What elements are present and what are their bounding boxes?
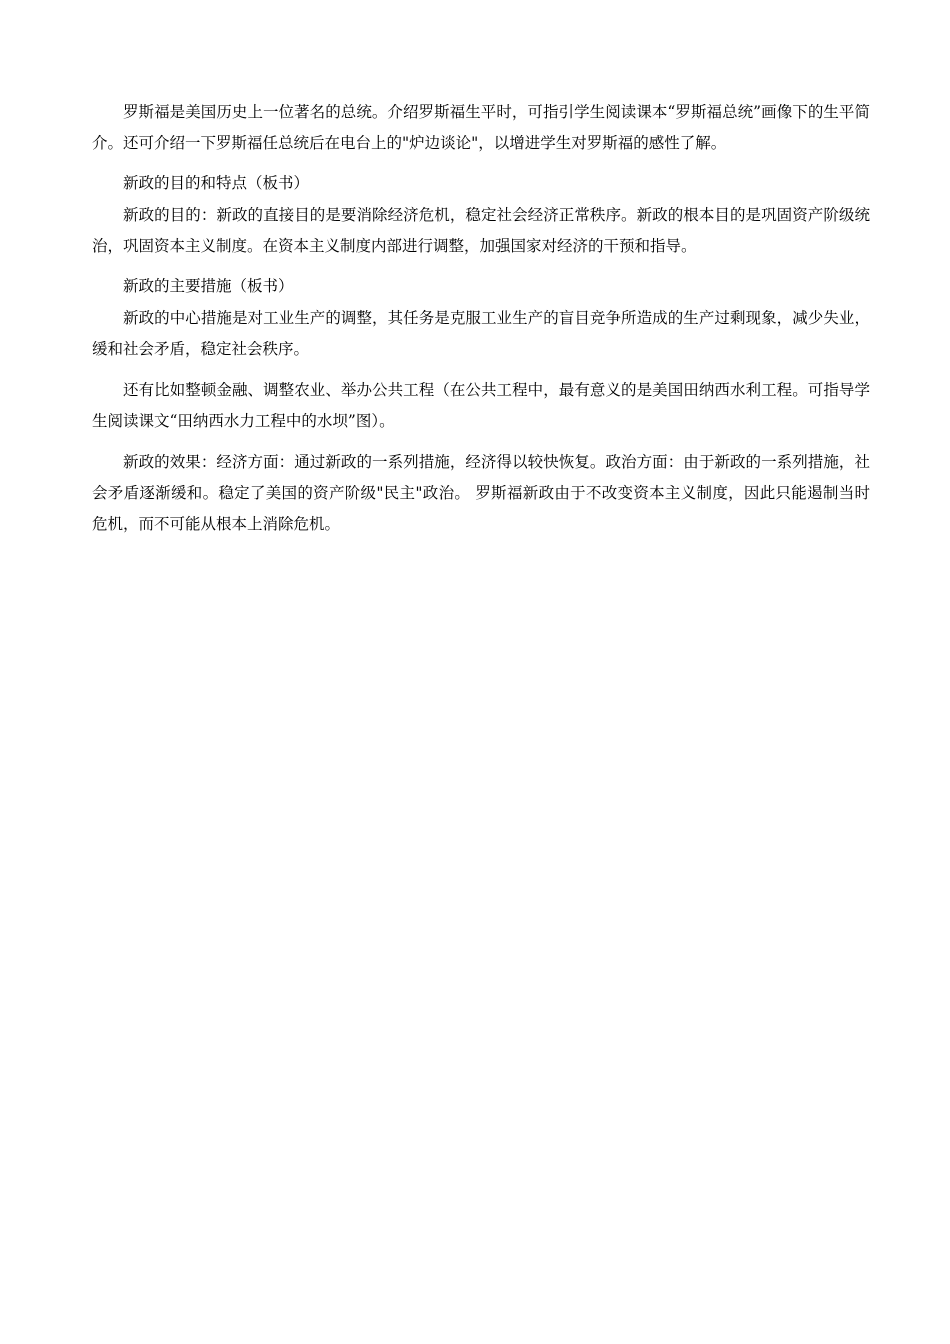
paragraph-new-deal-effects: 新政的效果：经济方面：通过新政的一系列措施，经济得以较快恢复。政治方面：由于新政的一系列措施，社会矛盾逐渐缓和。稳定了美国的资产阶级"民主"政治。 罗斯福新政由于不改变资本主义制度，因此只能遏制当时危机，而不可能从根本上消除危机。 <box>92 453 870 533</box>
paragraph-new-deal-purpose: 新政的目的：新政的直接目的是要消除经济危机，稳定社会经济正常秩序。新政的根本目的是巩固资产阶级统治，巩固资本主义制度。在资本主义制度内部进行调整，加强国家对经济的干预和指导。 <box>92 206 870 255</box>
document-body <box>92 97 870 550</box>
paragraph-central-measure: 新政的中心措施是对工业生产的调整，其任务是克服工业生产的盲目竞争所造成的生产过剩现象，减少失业，缓和社会矛盾，稳定社会秩序。 <box>92 309 870 358</box>
heading-new-deal-purpose: 新政的目的和特点（板书） <box>123 174 310 192</box>
paragraph-other-measures: 还有比如整顿金融、调整农业、举办公共工程（在公共工程中，最有意义的是美国田纳西水利工程。可指导学生阅读课文“田纳西水力工程中的水坝”图）。 <box>92 381 870 430</box>
heading-new-deal-measures: 新政的主要措施（板书） <box>123 277 294 295</box>
paragraph-roosevelt-intro: 罗斯福是美国历史上一位著名的总统。介绍罗斯福生平时，可指引学生阅读课本“罗斯福总统”画像下的生平简介。还可介绍一下罗斯福任总统后在电台上的"炉边谈论"，以增进学生对罗斯福的感性了解。 <box>92 103 870 152</box>
